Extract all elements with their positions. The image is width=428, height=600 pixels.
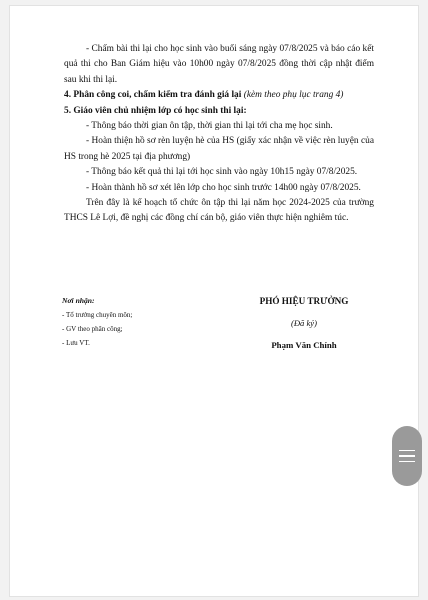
section-5-item: - Thông báo thời gian ôn tập, thời gian thi lại tới cha mẹ học sinh. [86,121,333,132]
grading-paragraph: - Chấm bài thi lại cho học sinh vào buổi sáng ngày 07/8/2025 và báo cáo kết quả thi cho Ban Giám hiệu vào 10h00 ngày 07/8/2025 đồng thời cập nhật điểm sau khi thi lại. [64,44,374,85]
document-content [62,42,374,350]
recipients-list [62,294,212,350]
closing-paragraph: Trên đây là kế hoạch tổ chức ôn tập thi lại năm học 2024-2025 của trường THCS Lê Lợi, đề nghị các đồng chí cán bộ, giáo viên thực hiện nghiêm túc. [64,198,374,224]
document-page [10,6,418,596]
recipient-item: - Lưu VT. [62,339,90,347]
menu-line [399,461,415,463]
signer-title: PHÓ HIỆU TRƯỞNG [259,296,349,306]
section-5-item: - Hoàn thành hồ sơ xét lên lớp cho học sinh trước 14h00 ngày 07/8/2025. [86,182,361,193]
section-5-heading: 5. Giáo viên chủ nhiệm lớp có học sinh thi lại: [64,105,247,116]
recipient-item: - Tổ trưởng chuyên môn; [62,311,133,319]
section-4-title: 4. Phân công coi, chấm kiểm tra đánh giá lại [64,90,242,101]
menu-line [399,450,415,452]
menu-lines-icon[interactable] [392,426,422,486]
section-4-note: (kèm theo phụ lục trang 4) [243,90,344,101]
signature-block [244,294,364,352]
section-5-item: - Thông báo kết quả thi lại tới học sinh vào ngày 10h15 ngày 07/8/2025. [86,167,358,178]
recipients-title: Nơi nhận: [62,296,95,305]
signer-name: Phạm Văn Chính [271,340,337,350]
section-5-item: - Hoàn thiện hồ sơ rèn luyện hè của HS (giấy xác nhận về việc rèn luyện của HS trong hè 2025 tại địa phương) [64,136,374,162]
signed-note: (Đã ký) [290,318,317,328]
signature-area [64,294,374,374]
recipient-item: - GV theo phân công; [62,325,123,333]
section-4-heading [64,88,374,103]
menu-line [399,455,415,457]
